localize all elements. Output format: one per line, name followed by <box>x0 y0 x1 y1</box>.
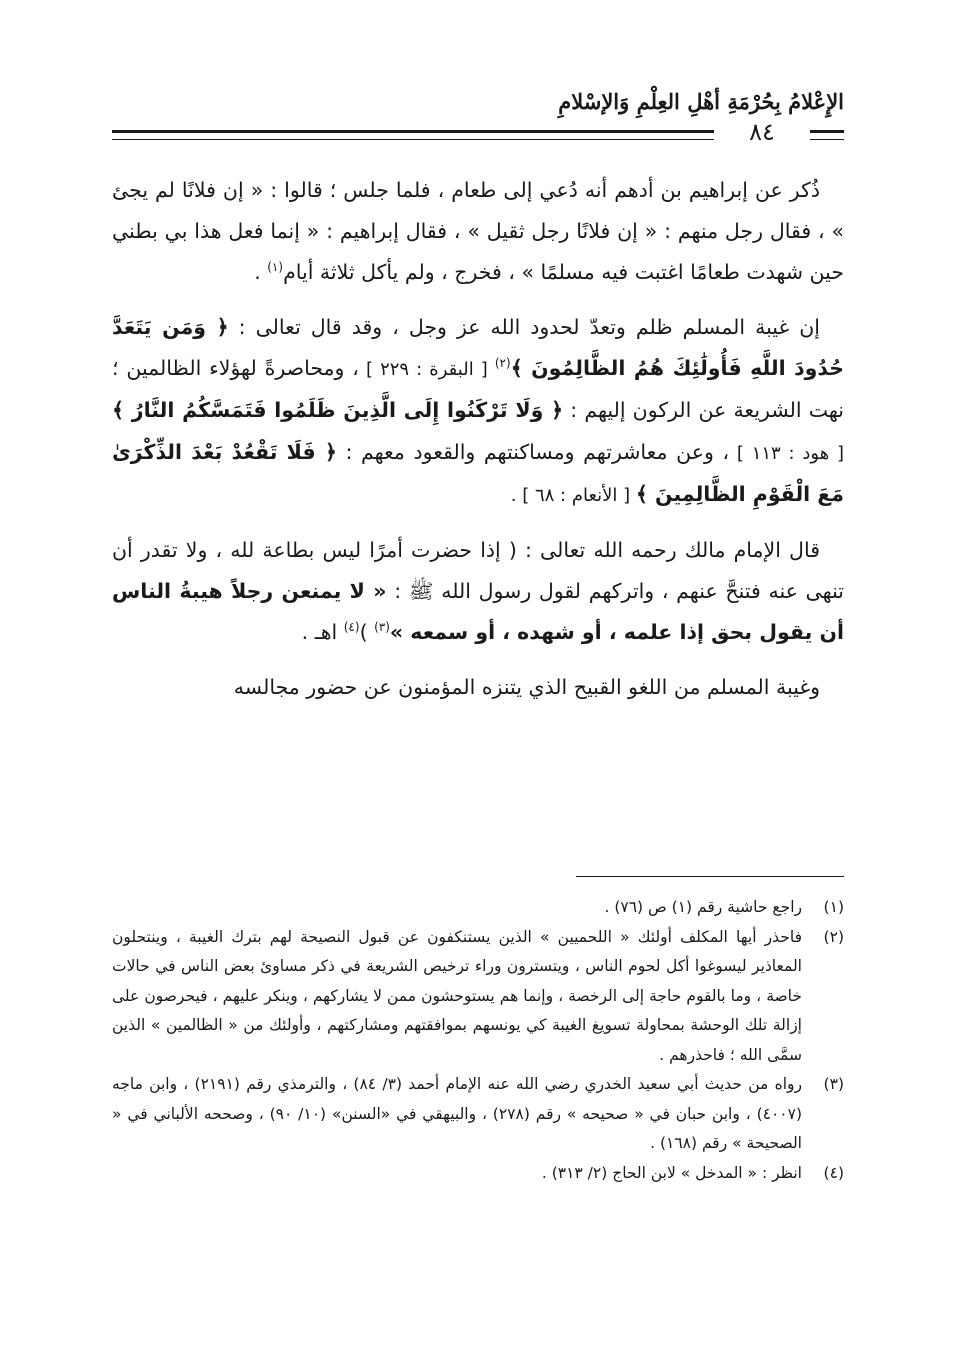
paragraph-2-mid-2: ، وعن معاشرتهم ومساكنتهم والقعود معهم : <box>336 440 730 464</box>
paragraph-3 <box>112 530 844 653</box>
paragraph-2-intro: إن غيبة المسلم ظلم وتعدّ لحدود الله عز وجل ، وقد قال تعالى : <box>228 315 820 339</box>
paragraph-1 <box>112 170 844 293</box>
paragraph-2 <box>112 307 844 516</box>
footnote-text: فاحذر أيها المكلف أولئك « اللحميين » الذين يستنكفون عن قبول النصيحة لهم بترك الغيبة ، وينتحلون المعاذير ليسوغوا أكل لحوم الناس ، ويتسترون وراء ترخيص الشريعة في ذكر مساوئ بعض الناس في حالات خاصة ، وما بالقوم حاجة إلى الرخصة ، وإنما هم يستوحشون ممن لا يشاركهم ، وينكر عليهم ، فيحرصون على إزالة تلك الوحشة بمحاولة تسويغ الغيبة كي يونسهم بموافقتهم ومشاركتهم ، وأولئك من « الظالمين » الذين سمَّى الله ؛ فاحذرهم . <box>112 927 802 1064</box>
footnote-2 <box>112 923 844 1071</box>
footnote-3 <box>112 1070 844 1159</box>
header-rule <box>112 130 714 140</box>
footnote-text: انظر : « المدخل » لابن الحاج (٢/ ٣١٣) . <box>541 1163 802 1182</box>
footnote-ref-1: (١) <box>267 260 284 275</box>
paragraph-1-text: ذُكر عن إبراهيم بن أدهم أنه دُعي إلى طعام ، فلما جلس ؛ قالوا : « إن فلانًا لم يجئ » ، فقال رجل منهم : « إن فلانًا رجل ثقيل » ، فقال إبراهيم : « إنما فعل هذا بي بطني حين شهدت طعامًا اغتبت فيه مسلمًا » ، فخرج ، ولم يأكل ثلاثة أيام <box>112 178 844 284</box>
quran-verse-3: ﴿ فَلَا تَقْعُدْ بَعْدَ الذِّكْرَىٰ مَعَ الْقَوْمِ الظَّالِمِينَ ﴾ <box>112 440 844 506</box>
paragraph-3-close: ) <box>359 620 375 644</box>
footnote-number: (٣) <box>823 1075 844 1093</box>
footnote-number: (١) <box>823 898 844 916</box>
footnote-4 <box>112 1159 844 1189</box>
page-number: ٨٤ <box>749 118 775 146</box>
header-rule-short <box>810 130 844 140</box>
footnote-1 <box>112 893 844 923</box>
footnote-ref-4: (٤) <box>343 620 360 635</box>
running-title: الإِعْلامُ بِحُرْمَةِ أهْلِ العِلْمِ وَالإسْلامِ <box>558 89 844 114</box>
footnote-ref-3: (٣) <box>374 620 390 635</box>
verse-reference-2: [ هود : ١١٣ ] <box>729 443 844 464</box>
paragraph-4-text: وغيبة المسلم من اللغو القبيح الذي يتنزه المؤمنون عن حضور مجالسه <box>233 675 820 699</box>
footnotes <box>112 893 844 1188</box>
footnote-text: رواه من حديث أبي سعيد الخدري رضي الله عنه الإمام أحمد (٣/ ٨٤) ، والترمذي رقم (٢١٩١) ، وابن ماجه (٤٠٠٧) ، وابن حبان في « صحيحه » رقم (٢٧٨) ، والبيهقي في «السنن» (١٠/ ٩٠) ، وصححه الألباني في « الصحيحة » رقم (١٦٨) . <box>112 1075 803 1152</box>
main-text <box>112 170 844 722</box>
paragraph-1-end: . <box>254 260 268 284</box>
paragraph-4 <box>112 667 844 708</box>
paragraph-3-intro: قال الإمام مالك رحمه الله تعالى : ( إذا حضرت أمرًا ليس بطاعة لله ، ولا تقدر أن تنهى عنه فتنحَّ عنهم ، واتركهم لقول رسول الله ﷺ : <box>112 538 844 603</box>
verse-reference-1: [ البقرة : ٢٢٩ ] <box>358 359 495 380</box>
footnote-number: (٢) <box>823 927 844 946</box>
quran-verse-2: ﴿ وَلَا تَرْكَنُوا إِلَى الَّذِينَ ظَلَمُوا فَتَمَسَّكُمُ النَّارُ ﴾ <box>112 398 564 422</box>
quran-verse-1: ﴿ وَمَن يَتَعَدَّ حُدُودَ اللَّهِ فَأُولَٰئِكَ هُمُ الظَّالِمُونَ ﴾ <box>112 315 845 380</box>
footnote-number: (٤) <box>823 1163 844 1182</box>
footnote-ref-2: (٢) <box>494 356 511 371</box>
footnote-divider <box>576 876 844 877</box>
paragraph-2-mid-1: ، ومحاصرةً لهؤلاء الظالمين ؛ نهت الشريعة عن الركون إليهم : <box>112 356 844 422</box>
footnote-text: راجع حاشية رقم (١) ص (٧٦) . <box>604 898 802 916</box>
hadith-quote: « لا يمنعن رجلاً هيبةُ الناس أن يقول بحق إذا علمه ، أو شهده ، أو سمعه » <box>112 579 844 644</box>
paragraph-3-end: اهـ . <box>301 620 344 644</box>
verse-reference-3: [ الأنعام : ٦٨ ] . <box>510 485 636 506</box>
